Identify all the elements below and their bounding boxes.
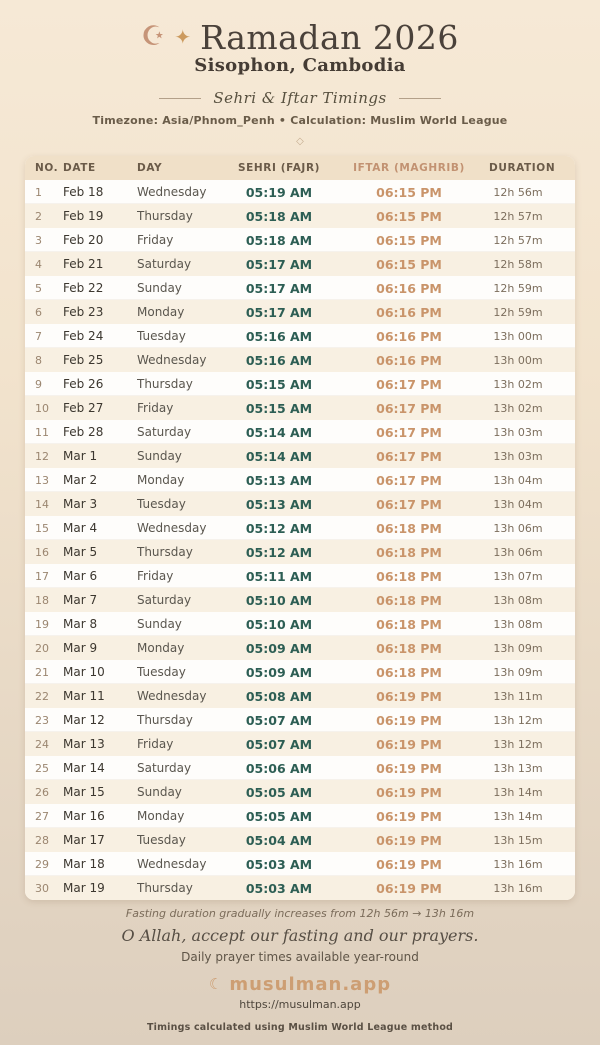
sehri-time: 05:16 AM — [229, 324, 329, 348]
sehri-time: 05:12 AM — [229, 540, 329, 564]
row-date: Mar 7 — [63, 588, 137, 612]
row-date: Feb 24 — [63, 324, 137, 348]
row-date: Mar 14 — [63, 756, 137, 780]
row-date: Mar 5 — [63, 540, 137, 564]
sehri-time: 05:16 AM — [229, 348, 329, 372]
iftar-time: 06:19 PM — [329, 732, 489, 756]
col-header-duration: DURATION — [489, 156, 575, 180]
row-duration: 13h 02m — [489, 372, 575, 396]
row-duration: 13h 09m — [489, 636, 575, 660]
row-duration: 12h 57m — [489, 204, 575, 228]
row-date: Mar 18 — [63, 852, 137, 876]
row-date: Feb 28 — [63, 420, 137, 444]
row-duration: 13h 04m — [489, 468, 575, 492]
row-number: 21 — [25, 660, 63, 684]
iftar-time: 06:19 PM — [329, 828, 489, 852]
row-day: Wednesday — [137, 180, 229, 204]
row-day: Wednesday — [137, 348, 229, 372]
row-duration: 12h 56m — [489, 180, 575, 204]
row-date: Mar 19 — [63, 876, 137, 900]
table-row — [25, 828, 575, 852]
sehri-time: 05:10 AM — [229, 588, 329, 612]
row-day: Saturday — [137, 756, 229, 780]
col-header-sehri: SEHRI (FAJR) — [229, 156, 329, 180]
timezone-calculation-meta: Timezone: Asia/Phnom_Penh • Calculation: Muslim World League — [92, 114, 508, 127]
row-date: Feb 23 — [63, 300, 137, 324]
iftar-time: 06:18 PM — [329, 540, 489, 564]
row-day: Sunday — [137, 780, 229, 804]
iftar-time: 06:19 PM — [329, 708, 489, 732]
row-duration: 13h 13m — [489, 756, 575, 780]
table-row — [25, 228, 575, 252]
iftar-time: 06:18 PM — [329, 612, 489, 636]
table-row — [25, 804, 575, 828]
iftar-time: 06:16 PM — [329, 324, 489, 348]
table-row — [25, 660, 575, 684]
row-number: 9 — [25, 372, 63, 396]
sehri-time: 05:15 AM — [229, 396, 329, 420]
row-duration: 13h 16m — [489, 876, 575, 900]
row-number: 10 — [25, 396, 63, 420]
row-day: Thursday — [137, 708, 229, 732]
row-duration: 12h 57m — [489, 228, 575, 252]
row-number: 20 — [25, 636, 63, 660]
page-title: Ramadan 2026 — [200, 17, 459, 57]
row-day: Sunday — [137, 444, 229, 468]
sehri-time: 05:09 AM — [229, 636, 329, 660]
row-number: 2 — [25, 204, 63, 228]
row-number: 29 — [25, 852, 63, 876]
sehri-time: 05:17 AM — [229, 300, 329, 324]
brand-url[interactable]: https://musulman.app — [239, 998, 361, 1011]
row-day: Monday — [137, 636, 229, 660]
row-day: Thursday — [137, 540, 229, 564]
iftar-time: 06:19 PM — [329, 780, 489, 804]
row-date: Mar 1 — [63, 444, 137, 468]
row-duration: 13h 16m — [489, 852, 575, 876]
timetable-body — [25, 180, 575, 900]
row-date: Feb 22 — [63, 276, 137, 300]
row-number: 18 — [25, 588, 63, 612]
row-number: 3 — [25, 228, 63, 252]
iftar-time: 06:17 PM — [329, 492, 489, 516]
sehri-time: 05:03 AM — [229, 852, 329, 876]
row-date: Mar 4 — [63, 516, 137, 540]
iftar-time: 06:19 PM — [329, 756, 489, 780]
table-row — [25, 540, 575, 564]
table-row — [25, 324, 575, 348]
iftar-time: 06:18 PM — [329, 564, 489, 588]
row-date: Feb 18 — [63, 180, 137, 204]
iftar-time: 06:17 PM — [329, 444, 489, 468]
col-header-day: DAY — [137, 156, 229, 180]
row-number: 15 — [25, 516, 63, 540]
table-row — [25, 276, 575, 300]
table-row — [25, 612, 575, 636]
timings-subtitle: Sehri & Iftar Timings — [213, 89, 387, 107]
iftar-time: 06:18 PM — [329, 660, 489, 684]
table-row — [25, 204, 575, 228]
row-number: 5 — [25, 276, 63, 300]
row-number: 7 — [25, 324, 63, 348]
timetable-card — [25, 156, 575, 900]
sparkle-star-icon: ✦ — [174, 25, 192, 49]
star-and-crescent-icon: ☪ — [141, 20, 166, 52]
row-duration: 13h 08m — [489, 612, 575, 636]
row-date: Mar 13 — [63, 732, 137, 756]
sehri-time: 05:18 AM — [229, 228, 329, 252]
row-duration: 13h 02m — [489, 396, 575, 420]
sehri-time: 05:07 AM — [229, 732, 329, 756]
sehri-time: 05:08 AM — [229, 684, 329, 708]
table-row — [25, 468, 575, 492]
table-row — [25, 732, 575, 756]
col-header-iftar: IFTAR (MAGHRIB) — [329, 156, 489, 180]
row-day: Thursday — [137, 876, 229, 900]
row-date: Feb 27 — [63, 396, 137, 420]
calculation-method-note: Timings calculated using Muslim World League method — [146, 1022, 454, 1033]
row-day: Saturday — [137, 420, 229, 444]
table-row — [25, 444, 575, 468]
table-row — [25, 708, 575, 732]
row-duration: 13h 00m — [489, 324, 575, 348]
row-duration: 13h 04m — [489, 492, 575, 516]
row-number: 27 — [25, 804, 63, 828]
diamond-ornament-icon: ◇ — [296, 136, 304, 147]
row-date: Feb 26 — [63, 372, 137, 396]
row-number: 28 — [25, 828, 63, 852]
iftar-time: 06:19 PM — [329, 852, 489, 876]
table-row — [25, 852, 575, 876]
row-date: Feb 20 — [63, 228, 137, 252]
dua-quote: O Allah, accept our fasting and our prayers. — [121, 926, 479, 945]
sehri-time: 05:03 AM — [229, 876, 329, 900]
row-duration: 12h 59m — [489, 300, 575, 324]
sehri-time: 05:19 AM — [229, 180, 329, 204]
row-date: Mar 12 — [63, 708, 137, 732]
row-day: Saturday — [137, 252, 229, 276]
sehri-time: 05:05 AM — [229, 780, 329, 804]
row-number: 1 — [25, 180, 63, 204]
brand-link[interactable] — [0, 974, 600, 995]
row-duration: 13h 00m — [489, 348, 575, 372]
iftar-time: 06:15 PM — [329, 180, 489, 204]
row-duration: 13h 03m — [489, 420, 575, 444]
row-day: Friday — [137, 732, 229, 756]
row-day: Tuesday — [137, 324, 229, 348]
row-day: Friday — [137, 396, 229, 420]
row-duration: 13h 03m — [489, 444, 575, 468]
table-row — [25, 780, 575, 804]
iftar-time: 06:16 PM — [329, 348, 489, 372]
row-date: Feb 25 — [63, 348, 137, 372]
row-day: Saturday — [137, 588, 229, 612]
iftar-time: 06:19 PM — [329, 876, 489, 900]
table-header-row — [25, 156, 575, 180]
iftar-time: 06:15 PM — [329, 228, 489, 252]
row-number: 26 — [25, 780, 63, 804]
row-duration: 13h 06m — [489, 540, 575, 564]
divider-line-left — [159, 98, 201, 99]
sehri-time: 05:13 AM — [229, 468, 329, 492]
sehri-time: 05:10 AM — [229, 612, 329, 636]
row-number: 23 — [25, 708, 63, 732]
sehri-time: 05:07 AM — [229, 708, 329, 732]
sehri-time: 05:12 AM — [229, 516, 329, 540]
row-number: 14 — [25, 492, 63, 516]
row-number: 13 — [25, 468, 63, 492]
col-header-date: DATE — [63, 156, 137, 180]
iftar-time: 06:18 PM — [329, 636, 489, 660]
row-number: 22 — [25, 684, 63, 708]
table-row — [25, 636, 575, 660]
row-number: 30 — [25, 876, 63, 900]
row-duration: 13h 12m — [489, 732, 575, 756]
sehri-time: 05:09 AM — [229, 660, 329, 684]
iftar-time: 06:18 PM — [329, 516, 489, 540]
row-duration: 13h 09m — [489, 660, 575, 684]
row-number: 17 — [25, 564, 63, 588]
row-day: Wednesday — [137, 684, 229, 708]
sehri-time: 05:05 AM — [229, 804, 329, 828]
table-row — [25, 564, 575, 588]
row-date: Mar 3 — [63, 492, 137, 516]
iftar-time: 06:17 PM — [329, 468, 489, 492]
iftar-time: 06:17 PM — [329, 420, 489, 444]
iftar-time: 06:15 PM — [329, 204, 489, 228]
row-day: Sunday — [137, 612, 229, 636]
iftar-time: 06:17 PM — [329, 396, 489, 420]
row-duration: 13h 08m — [489, 588, 575, 612]
row-day: Tuesday — [137, 828, 229, 852]
page-header — [0, 16, 600, 58]
row-date: Feb 21 — [63, 252, 137, 276]
row-date: Mar 17 — [63, 828, 137, 852]
table-row — [25, 420, 575, 444]
table-row — [25, 252, 575, 276]
row-day: Sunday — [137, 276, 229, 300]
location-subtitle: Sisophon, Cambodia — [194, 55, 406, 76]
row-date: Mar 15 — [63, 780, 137, 804]
sehri-time: 05:14 AM — [229, 420, 329, 444]
sehri-time: 05:15 AM — [229, 372, 329, 396]
table-row — [25, 756, 575, 780]
row-duration: 13h 14m — [489, 804, 575, 828]
row-number: 16 — [25, 540, 63, 564]
row-date: Mar 6 — [63, 564, 137, 588]
row-number: 11 — [25, 420, 63, 444]
row-day: Friday — [137, 564, 229, 588]
row-date: Mar 9 — [63, 636, 137, 660]
row-duration: 12h 58m — [489, 252, 575, 276]
row-date: Mar 2 — [63, 468, 137, 492]
brand-name: musulman.app — [229, 974, 392, 995]
table-row — [25, 684, 575, 708]
row-date: Mar 10 — [63, 660, 137, 684]
row-duration: 13h 12m — [489, 708, 575, 732]
fasting-duration-note: Fasting duration gradually increases from 12h 56m → 13h 16m — [125, 907, 475, 920]
sehri-time: 05:04 AM — [229, 828, 329, 852]
col-header-no: NO. — [25, 156, 63, 180]
tagline: Daily prayer times available year-round — [181, 950, 419, 964]
table-row — [25, 396, 575, 420]
divider-line-right — [399, 98, 441, 99]
row-number: 25 — [25, 756, 63, 780]
row-number: 6 — [25, 300, 63, 324]
sehri-time: 05:17 AM — [229, 252, 329, 276]
row-day: Tuesday — [137, 660, 229, 684]
sehri-time: 05:14 AM — [229, 444, 329, 468]
row-date: Mar 11 — [63, 684, 137, 708]
iftar-time: 06:19 PM — [329, 684, 489, 708]
row-number: 4 — [25, 252, 63, 276]
row-day: Wednesday — [137, 516, 229, 540]
row-duration: 13h 07m — [489, 564, 575, 588]
subtitle-divider — [0, 89, 600, 107]
row-day: Monday — [137, 804, 229, 828]
row-number: 8 — [25, 348, 63, 372]
row-number: 12 — [25, 444, 63, 468]
row-duration: 12h 59m — [489, 276, 575, 300]
row-date: Mar 8 — [63, 612, 137, 636]
timings-table — [25, 156, 575, 900]
row-day: Thursday — [137, 372, 229, 396]
sehri-time: 05:13 AM — [229, 492, 329, 516]
iftar-time: 06:16 PM — [329, 300, 489, 324]
row-duration: 13h 06m — [489, 516, 575, 540]
table-row — [25, 372, 575, 396]
row-day: Monday — [137, 468, 229, 492]
sehri-time: 05:06 AM — [229, 756, 329, 780]
row-date: Feb 19 — [63, 204, 137, 228]
row-date: Mar 16 — [63, 804, 137, 828]
row-day: Monday — [137, 300, 229, 324]
row-day: Thursday — [137, 204, 229, 228]
table-row — [25, 492, 575, 516]
table-row — [25, 180, 575, 204]
sehri-time: 05:11 AM — [229, 564, 329, 588]
iftar-time: 06:17 PM — [329, 372, 489, 396]
crescent-icon: ☾ — [208, 975, 223, 993]
row-day: Wednesday — [137, 852, 229, 876]
table-row — [25, 300, 575, 324]
row-day: Tuesday — [137, 492, 229, 516]
table-row — [25, 876, 575, 900]
iftar-time: 06:19 PM — [329, 804, 489, 828]
table-row — [25, 348, 575, 372]
table-row — [25, 588, 575, 612]
iftar-time: 06:16 PM — [329, 276, 489, 300]
sehri-time: 05:17 AM — [229, 276, 329, 300]
row-duration: 13h 14m — [489, 780, 575, 804]
row-number: 19 — [25, 612, 63, 636]
sehri-time: 05:18 AM — [229, 204, 329, 228]
iftar-time: 06:18 PM — [329, 588, 489, 612]
iftar-time: 06:15 PM — [329, 252, 489, 276]
row-duration: 13h 11m — [489, 684, 575, 708]
row-day: Friday — [137, 228, 229, 252]
row-duration: 13h 15m — [489, 828, 575, 852]
table-row — [25, 516, 575, 540]
row-number: 24 — [25, 732, 63, 756]
